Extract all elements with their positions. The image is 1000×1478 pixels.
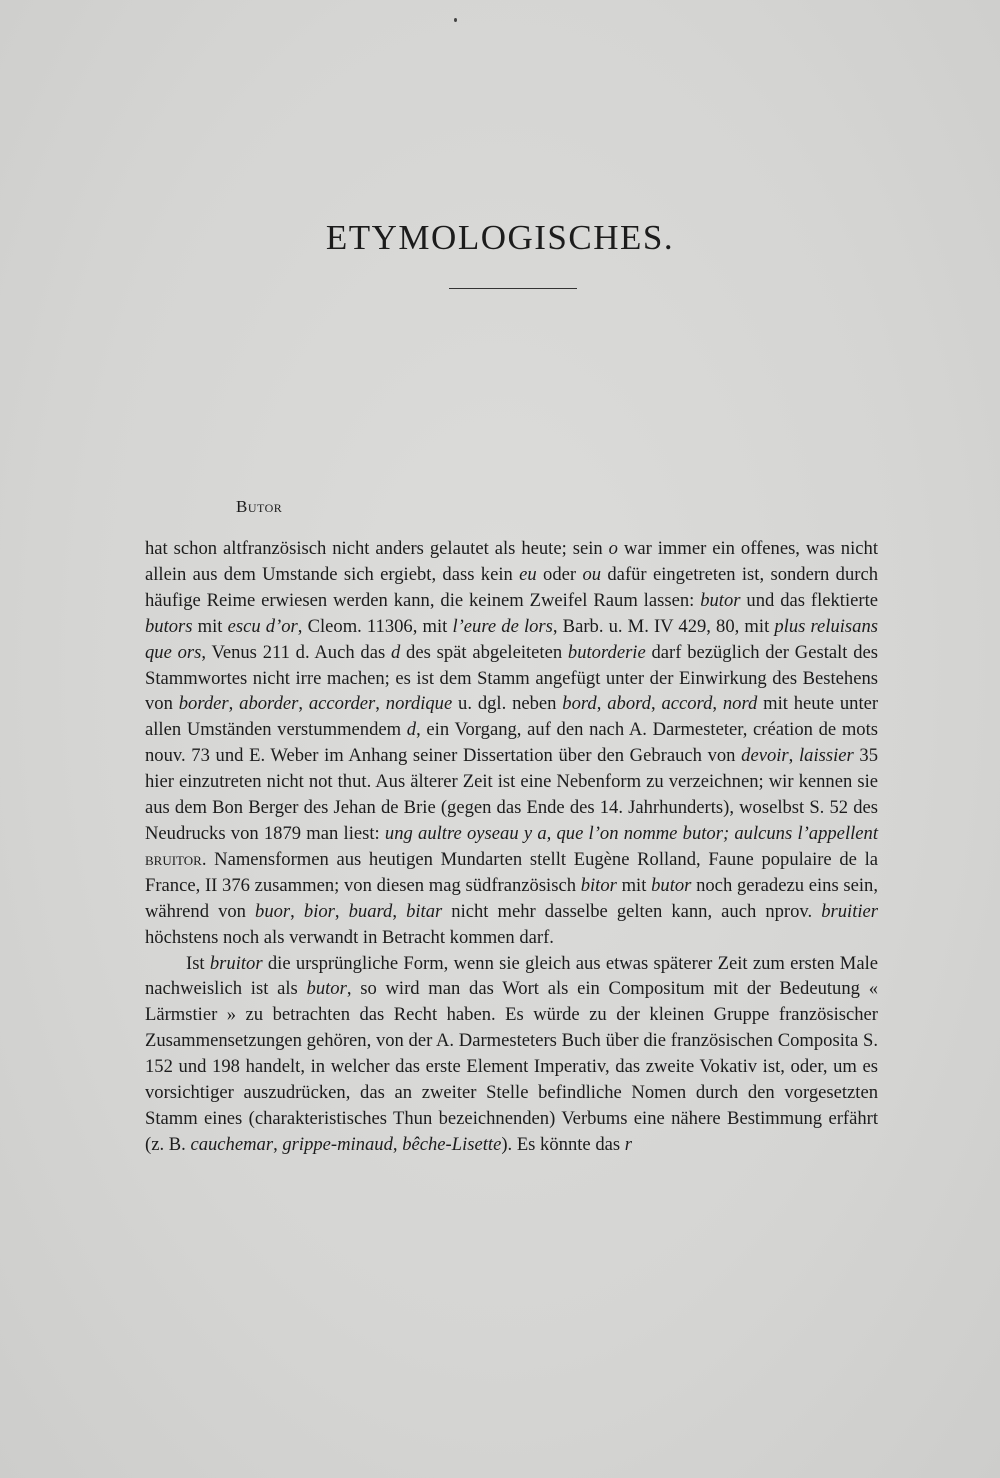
text-run: nicht mehr dasselbe gelten kann, auch nprov.	[442, 900, 822, 922]
paragraph-2	[145, 951, 878, 1158]
italic-term: ung aultre oyseau y a, que l’on nomme butor; aulcuns l’appellent	[384, 822, 878, 844]
text-run: ,	[712, 693, 723, 715]
italic-term: butor	[306, 978, 347, 1000]
text-run: ,	[788, 745, 799, 767]
text-run: ,	[650, 693, 662, 715]
text-run: oder	[536, 563, 583, 585]
text-run: mit	[192, 615, 228, 637]
text-run: mit heute unter allen Umständen verstummendem	[145, 693, 879, 741]
text-run: ,	[392, 900, 407, 922]
text-run: u. dgl. neben	[452, 693, 563, 715]
text-run: noch geradezu eins sein, während von	[145, 874, 878, 922]
italic-term: grippe-minaud	[282, 1133, 393, 1155]
text-run: die ursprüngliche Form, wenn sie gleich aus etwas späterer Zeit zum ersten Male nachweislich ist als	[145, 952, 878, 1000]
italic-term: eu	[519, 563, 537, 585]
italic-term: buard	[348, 900, 393, 922]
italic-term: bêche-Lisette	[402, 1133, 502, 1155]
paragraph-1	[145, 536, 878, 951]
italic-term: bitar	[406, 900, 443, 922]
italic-term: bitor	[580, 874, 617, 896]
italic-term: cauchemar	[190, 1133, 274, 1155]
text-run: des spät abgeleiteten	[400, 641, 568, 663]
text-run: ,	[596, 693, 608, 715]
italic-term: bior	[303, 900, 335, 922]
text-run: darf bezüglich der Gestalt des Stammwortes nicht irre machen; es ist dem Stamm angefügt unter der Einwirkung des Bestehens von	[145, 641, 878, 715]
italic-term: aborder	[239, 693, 299, 715]
italic-term: butor	[651, 874, 692, 896]
italic-term: bord	[562, 693, 597, 715]
text-run: ,	[273, 1133, 283, 1155]
italic-term: butor	[700, 589, 741, 611]
text-run: war immer ein offenes, was nicht allein aus dem Umstande sich ergiebt, dass kein	[145, 538, 878, 585]
text-run: , ein Vorgang, auf den nach A. Darmesteter, création de mots nouv. 73 und E. Weber im Anhang seiner Dissertation über den Gebrauch von	[145, 719, 878, 767]
text-run: , Barb. u. M. IV 429, 80, mit	[552, 615, 775, 637]
italic-term: butors	[145, 615, 193, 637]
italic-term: accorder	[308, 693, 376, 715]
italic-term: abord	[607, 693, 651, 715]
text-run: ,	[334, 900, 349, 922]
italic-term: o	[608, 538, 618, 559]
italic-term: bruitier	[821, 900, 879, 922]
text-run: ,	[392, 1133, 403, 1155]
italic-term: butorderie	[567, 641, 646, 663]
italic-term: r	[624, 1133, 632, 1155]
italic-term: laissier	[798, 745, 854, 767]
page-title: ETYMOLOGISCHES.	[325, 218, 675, 257]
text-run: , Venus 211 d. Auch das	[201, 641, 391, 663]
text-run: ,	[375, 693, 386, 715]
text-run: hat schon altfranzösisch nicht anders gelautet als heute; sein	[145, 538, 609, 559]
text-run: ,	[228, 693, 240, 715]
italic-term: escu d’or	[227, 615, 298, 637]
text-run: ,	[298, 693, 309, 715]
italic-term: plus reluisans que ors	[145, 615, 878, 663]
italic-term: accord	[661, 693, 713, 715]
body-text	[145, 536, 878, 1158]
text-run: höchstens noch als verwandt in Betracht kommen darf.	[145, 926, 554, 948]
italic-term: ou	[582, 563, 602, 585]
italic-term: d	[390, 641, 401, 663]
italic-term: buor	[255, 900, 291, 922]
small-caps-term: bruitor	[145, 848, 202, 870]
text-run: . Namensformen aus heutigen Mundarten stellt Eugène Rolland, Faune populaire de la France, II 376 zusammen; von diesen mag südfranzösisch	[145, 848, 878, 896]
italic-term: nord	[722, 693, 758, 715]
italic-term: devoir	[741, 745, 789, 767]
italic-term: bruitor	[209, 952, 263, 974]
text-run: Ist	[186, 952, 210, 974]
print-speck	[454, 18, 457, 22]
text-run: dafür eingetreten ist, sondern durch häufige Reime erwiesen werden kann, die keinem Zweifel Raum lassen:	[145, 563, 878, 611]
text-run: mit	[616, 874, 652, 896]
title-rule	[449, 288, 577, 289]
italic-term: l’eure de lors	[452, 615, 553, 637]
text-run: , Cleom. 11306, mit	[297, 615, 453, 637]
text-run: , so wird man das Wort als ein Compositum mit der Bedeutung « Lärmstier » zu betrachten das Recht haben. Es würde zu der kleinen Gruppe französischer Zusammensetzungen gehören, von der A. Darmesteters Buch über die französischen Composita S. 152 und 198 handelt, in welcher das erste Element Imperativ, das zweite Vokativ ist, oder, um es vorsichtiger auszudrücken, das an zweiter Stelle befindliche Nomen durch den vorgesetzten Stamm eines (charakteristisches Thun bezeichnenden) Verbums eine nähere Bestimmung erfährt (z. B.	[145, 978, 878, 1155]
italic-term: nordique	[385, 693, 453, 715]
italic-term: d	[406, 719, 417, 741]
text-run: 35 hier einzutreten nicht not thut. Aus älterer Zeit ist eine Nebenform zu verzeichnen; wir kennen sie aus dem Bon Berger des Jehan de Brie (gegen das Ende des 14. Jahrhunderts), woselbst S. 52 des Neudrucks von 1879 man liest:	[145, 745, 879, 844]
section-heading: Butor	[236, 497, 283, 516]
text-run: ,	[290, 900, 304, 922]
text-run: ). Es könnte das	[501, 1133, 625, 1155]
italic-term: border	[178, 693, 229, 715]
text-run: und das flektierte	[740, 589, 878, 611]
